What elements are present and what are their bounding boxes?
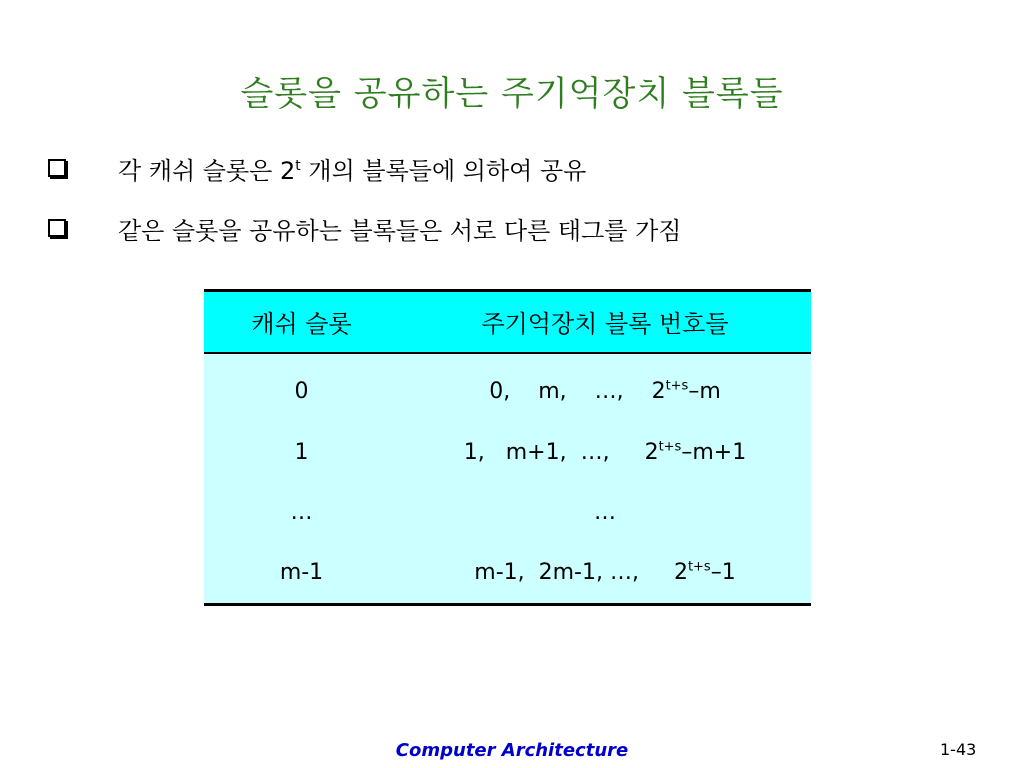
slot-cell: … xyxy=(290,500,313,525)
table-header-row xyxy=(204,291,811,353)
power-exponent: t+s xyxy=(665,378,689,394)
table-row xyxy=(204,422,811,482)
power-exponent: t+s xyxy=(658,439,682,455)
bullet-text: 같은 슬롯을 공유하는 블록들은 서로 다른 태그를 가짐 xyxy=(118,216,682,245)
bullet-text-after: 개의 블록들에 의하여 공유 xyxy=(300,156,587,185)
blocks-cell xyxy=(399,353,811,423)
blocks-prefix: 1, m+1, …, xyxy=(463,439,645,465)
table-row xyxy=(204,353,811,423)
blocks-prefix: 0, m, …, xyxy=(489,379,652,405)
checkbox-icon xyxy=(48,159,66,177)
footer-course-name: Computer Architecture xyxy=(395,740,629,761)
blocks-cell xyxy=(399,422,811,482)
bullet-power-base: 2 xyxy=(280,156,296,185)
bullet-power-exponent: t xyxy=(295,157,301,174)
slot-cell: 0 xyxy=(294,379,309,405)
bullet-text-before: 각 캐쉬 슬롯은 xyxy=(118,156,280,185)
slot-block-table xyxy=(204,289,811,606)
blocks-suffix: –m xyxy=(688,379,721,405)
blocks-suffix: –1 xyxy=(710,560,736,586)
power-base: 2 xyxy=(673,560,688,586)
blocks-suffix: –m+1 xyxy=(681,439,747,465)
power-exponent: t+s xyxy=(687,559,711,575)
blocks-cell xyxy=(399,543,811,605)
header-block-numbers: 주기억장치 블록 번호들 xyxy=(399,291,811,353)
page-number: 1-43 xyxy=(940,740,977,759)
power-base: 2 xyxy=(644,439,659,465)
blocks-prefix: … xyxy=(594,500,616,525)
power-base: 2 xyxy=(651,379,666,405)
slot-cell: m-1 xyxy=(279,560,324,586)
table-row xyxy=(204,482,811,542)
bullet-item xyxy=(48,210,681,246)
blocks-prefix: m-1, 2m-1, …, xyxy=(474,560,674,586)
bullet-text xyxy=(118,151,586,186)
slot-cell: 1 xyxy=(294,439,309,465)
table-row xyxy=(204,543,811,605)
slide-title: 슬롯을 공유하는 주기억장치 블록들 xyxy=(240,74,784,114)
header-cache-slot: 캐쉬 슬롯 xyxy=(204,291,399,353)
blocks-cell xyxy=(399,482,811,542)
checkbox-icon xyxy=(48,219,66,237)
bullet-item xyxy=(48,150,586,186)
